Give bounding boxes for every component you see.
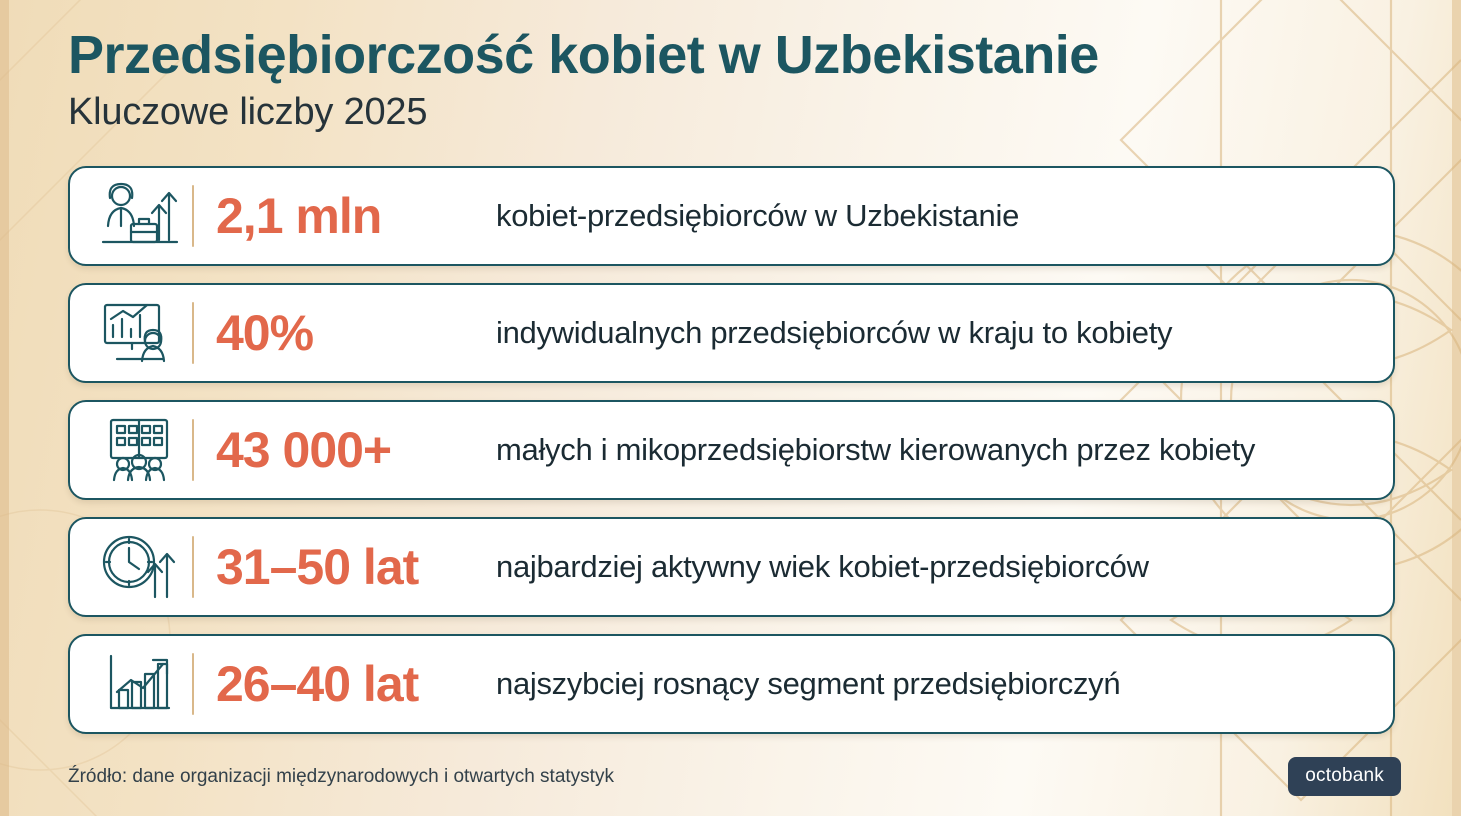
stat-label: najszybciej rosnący segment przedsiębiorczyń: [496, 666, 1121, 702]
office-building-team-icon: [94, 412, 186, 488]
page-title: Przedsiębiorczość kobiet w Uzbekistanie: [68, 25, 1099, 85]
stat-label: kobiet-przedsiębiorców w Uzbekistanie: [496, 198, 1020, 234]
page-subtitle: Kluczowe liczby 2025: [68, 91, 428, 134]
clock-arrows-icon: [94, 529, 186, 605]
stat-card: [68, 517, 1395, 617]
card-divider: [192, 536, 194, 598]
card-divider: [192, 302, 194, 364]
stat-value: 26–40 lat: [216, 656, 419, 713]
source-note: Źródło: dane organizacji międzynarodowych i otwartych statystyk: [68, 765, 614, 787]
stat-value: 2,1 mln: [216, 188, 382, 245]
rising-bar-chart-arrow-icon: [94, 646, 186, 722]
stat-label: małych i mikoprzedsiębiorstw kierowanych przez kobiety: [496, 432, 1256, 468]
stat-value: 40%: [216, 305, 314, 362]
octobank-logo: octobank: [1288, 757, 1401, 796]
stat-card: [68, 283, 1395, 383]
stat-card: [68, 400, 1395, 500]
card-divider: [192, 419, 194, 481]
stat-label: indywidualnych przedsiębiorców w kraju to kobiety: [496, 315, 1173, 351]
stat-card: [68, 634, 1395, 734]
businesswoman-growth-icon: [94, 178, 186, 254]
card-divider: [192, 653, 194, 715]
stat-card: [68, 166, 1395, 266]
footer: [68, 757, 1401, 796]
stat-value: 43 000+: [216, 422, 392, 479]
stat-label: najbardziej aktywny wiek kobiet-przedsiębiorców: [496, 549, 1149, 585]
card-divider: [192, 185, 194, 247]
stat-value: 31–50 lat: [216, 539, 419, 596]
presentation-chart-woman-icon: [94, 295, 186, 371]
stat-card-list: [68, 166, 1395, 734]
